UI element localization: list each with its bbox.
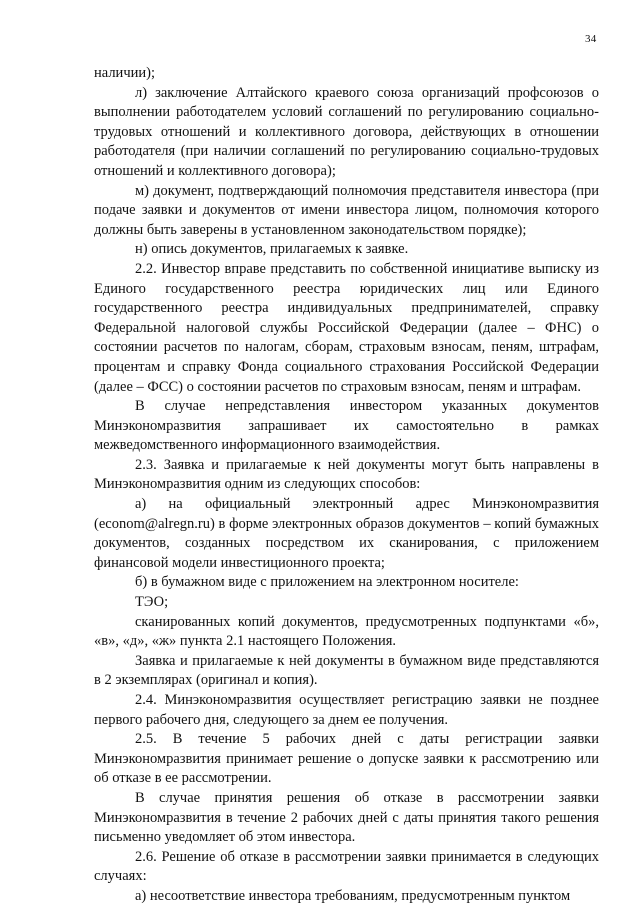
paragraph: 2.5. В течение 5 рабочих дней с даты регистрации заявки Минэкономразвития принимает решение о допуске заявки к рассмотрению или об отказе в ее рассмотрении. xyxy=(94,731,599,787)
paragraph: ТЭО; xyxy=(135,594,169,611)
paragraph: 2.3. Заявка и прилагаемые к ней документы могут быть направлены в Минэкономразвития одним из следующих способов: xyxy=(94,456,599,493)
paragraph: м) документ, подтверждающий полномочия представителя инвестора (при подаче заявки и документов от имени инвестора лицом, полномочия которого должны быть заверены в установленном законодательством порядке); xyxy=(94,182,599,238)
paragraph: 2.2. Инвестор вправе представить по собственной инициативе выписку из Единого государственного реестра юридических лиц или Единого государственного реестра индивидуальных предпринимателей, справку Федеральной налоговой службы Российской Федерации (далее – ФНС) о состоянии расчетов по налогам, сборам, страховым взносам, пеням, штрафам, процентам и справку Фонда социального страхования Российской Федерации (далее – ФСС) о состоянии расчетов по страховым взносам, пеням и штрафам. xyxy=(94,260,599,395)
paragraph: В случае принятия решения об отказе в рассмотрении заявки Минэкономразвития в течение 2 рабочих дней с даты принятия такого решения письменно уведомляет об этом инвестора. xyxy=(94,789,599,846)
paragraph: наличии); xyxy=(94,65,155,81)
paragraph: а) несоответствие инвестора требованиям, предусмотренным пунктом xyxy=(135,887,571,904)
paragraph: а) на официальный электронный адрес Минэкономразвития (econom@alregn.ru) в форме электронных образов документов – копий бумажных документов, созданных посредством их сканирования, с приложением финансовой модели инвестиционного проекта; xyxy=(94,496,599,571)
paragraph: н) опись документов, прилагаемых к заявке. xyxy=(135,241,409,258)
paragraph: 2.4. Минэкономразвития осуществляет регистрацию заявки не позднее первого рабочего дня, следующего за днем ее получения. xyxy=(94,692,599,728)
paragraph: Заявка и прилагаемые к ней документы в бумажном виде представляются в 2 экземплярах (оригинал и копия). xyxy=(94,652,599,689)
paragraph: 2.6. Решение об отказе в рассмотрении заявки принимается в следующих случаях: xyxy=(94,848,599,885)
paragraph: б) в бумажном виде с приложением на электронном носителе: xyxy=(135,574,519,591)
document-body xyxy=(94,64,599,907)
paragraph: В случае непредставления инвестором указанных документов Минэкономразвития запрашивает их самостоятельно в рамках межведомственного информационного взаимодействия. xyxy=(94,398,599,454)
page-number: 34 xyxy=(585,33,597,45)
paragraph: сканированных копий документов, предусмотренных подпунктами «б», «в», «д», «ж» пункта 2.1 настоящего Положения. xyxy=(94,613,599,650)
paragraph: л) заключение Алтайского краевого союза организаций профсоюзов о выполнении работодателем условий соглашений по регулированию социально-трудовых отношений и коллективного договора, действующих в отношении работодателя (при наличии соглашений по регулированию социально-трудовых отношений и коллективного договора); xyxy=(94,84,599,179)
